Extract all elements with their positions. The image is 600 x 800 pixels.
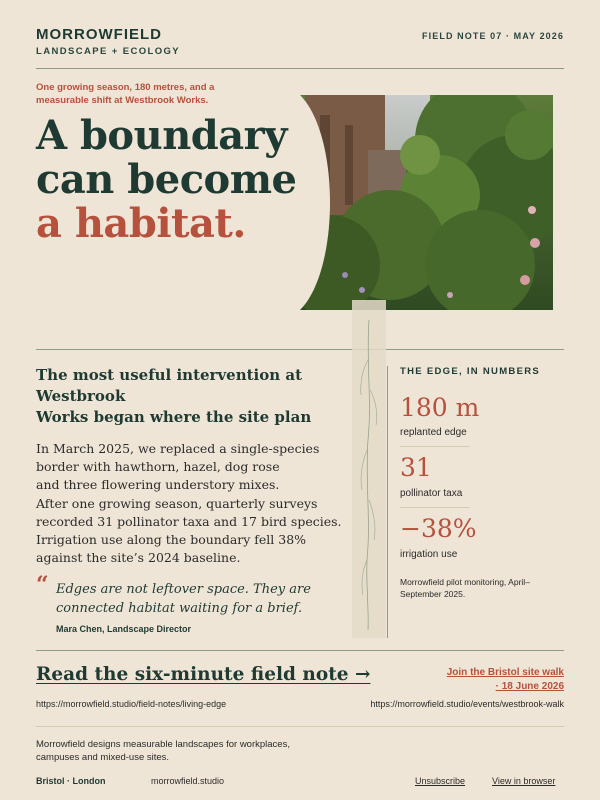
body-line: In March 2025, we replaced a single-species [36,441,320,456]
quote-mark-icon: “ [36,572,49,598]
unsubscribe-link[interactable]: Unsubscribe [415,776,466,786]
hero-kicker: One growing season, 180 metres, and a measurable shift at Westbrook Works. [36,82,215,106]
body-line: against the site’s 2024 baseline. [36,550,241,566]
botanical-sketch-strip [352,300,386,638]
site-walk-url: https://morrowfield.studio/events/westbrook-walk [370,699,564,709]
body-line: Irrigation use along the boundary fell 38% [36,532,307,548]
stats-heading: THE EDGE, IN NUMBERS [400,366,541,377]
site-walk-line-2: · 18 June 2026 [495,681,564,692]
header-divider [36,68,564,69]
article-title [36,365,336,428]
site-walk-link[interactable] [447,666,564,694]
view-in-browser-link[interactable]: View in browser [492,776,556,786]
stat-value: −38% [400,514,477,543]
footer-divider [36,726,564,727]
cta-divider [36,650,564,651]
grass-sketch-icon [352,300,386,638]
stat-label: replanted edge [400,427,467,438]
article-title-line-3: Works began where the site plan [36,408,312,426]
section-divider [36,349,564,350]
stat-divider [400,446,470,447]
hero-headline [36,114,297,246]
issue-label: FIELD NOTE 07 · MAY 2026 [422,31,564,41]
headline-line-1: A boundary [36,112,287,159]
brand-tagline: LANDSCAPE + ECOLOGY [36,46,181,57]
stat-label: irrigation use [400,549,458,560]
pull-quote [56,580,346,618]
body-line: and three flowering understory mixes. [36,477,280,493]
pull-quote-line-1: Edges are not leftover space. They are [56,582,311,597]
stat-value: 31 [400,453,432,482]
stat-value: 180 m [400,393,480,422]
pull-quote-line-2: connected habitat waiting for a brief. [56,601,303,616]
stats-source-note: Morrowfield pilot monitoring, April–September 2025. [400,577,530,599]
stat-divider [400,507,470,508]
article-title-line-2: Westbrook [36,387,126,405]
quote-attribution: Mara Chen, Landscape Director [56,624,192,634]
stat-label: pollinator taxa [400,488,463,499]
article-body [36,440,356,567]
body-line: After one growing season, quarterly surveys [36,495,318,511]
article-title-line-1: The most useful intervention at [36,366,303,384]
headline-accent: a habitat. [36,200,246,247]
site-walk-line-1: Join the Bristol site walk [446,667,564,678]
read-field-note-link[interactable]: Read the six-minute field note → [36,664,371,685]
stats-divider [387,366,388,638]
body-line: border with hawthorn, hazel, dog rose [36,459,280,475]
footer-description: Morrowfield designs measurable landscapes for workplaces, campuses and mixed-use sites. [36,739,290,763]
footer-site-link[interactable]: morrowfield.studio [151,776,225,786]
footer-locations: Bristol · London [36,776,106,786]
brand-name: MORROWFIELD [36,26,162,43]
body-line: recorded 31 pollinator taxa and 17 bird species. [36,513,342,529]
field-note-url: https://morrowfield.studio/field-notes/living-edge [36,699,227,709]
photo-curve-mask [295,95,345,310]
headline-line-2: can become [36,156,297,203]
